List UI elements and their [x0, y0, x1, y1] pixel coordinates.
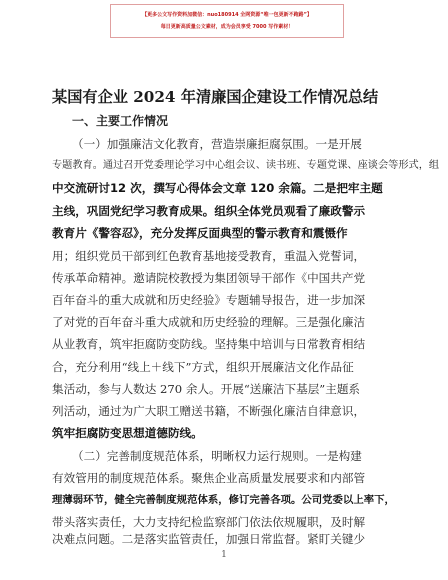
paragraph-line: 理薄弱环节，健全完善制度规范体系，修订完善各项。公司党委以上率下， [52, 494, 395, 506]
promo-banner [110, 4, 344, 38]
paragraph-line: （一）加强廉洁文化教育，营造崇廉拒腐氛围。一是开展 [72, 137, 362, 151]
paragraph-line: 用；组织党员干部到红色教育基地接受教育，重温入党誓词， [52, 249, 366, 263]
paragraph-line: 专题教育。通过召开党委理论学习中心组会议、读书班、专题党课、座谈会等形式，组 [52, 160, 440, 171]
page-number: 1 [221, 550, 227, 560]
paragraph-line: 了对党的百年奋斗重大成就和历史经验的理解。三是强化廉洁 [52, 315, 366, 329]
paragraph-line: 合，充分利用“线上＋线下”方式，组织开展廉洁文化作品征 [52, 360, 354, 374]
paragraph-line: 列活动，通过为广大职工赠送书籍，不断强化廉洁自律意识， [52, 404, 366, 418]
paragraph-line: 带头落实责任，大力支持纪检监察部门依法依规履职，及时解 [52, 515, 366, 529]
banner-line-2: 每日更新高质量公文素材，成为会员享受 7000 写作素材！ [160, 24, 294, 30]
section-heading: 一、主要工作情况 [72, 114, 169, 128]
paragraph-line: （二）完善制度规范体系，明晰权力运行规则。一是构建 [72, 449, 362, 463]
paragraph-line: 有效管用的制度规范体系。聚焦企业高质量发展要求和内部管 [52, 471, 366, 485]
paragraph-line: 百年奋斗的重大成就和历史经验》专题辅导报告，进一步加深 [52, 293, 366, 307]
banner-line-1: 【更多公文写作资料加微信：nuo180914 全网资源“唯一包更新不跑路”】 [142, 12, 312, 18]
paragraph-line: 筑牢拒腐防变思想道德防线。 [52, 426, 203, 440]
paragraph-line: 从业教育，筑牢拒腐防变防线。坚持集中培训与日常教育相结 [52, 337, 366, 351]
paragraph-line: 主线，巩固党纪学习教育成果。组织全体党员观看了廉政警示 [52, 204, 366, 218]
paragraph-line: 教育片《警容忍》，充分发挥反面典型的警示教育和震慑作 [52, 226, 348, 240]
paragraph-line: 中交流研讨12 次，撰写心得体会文章 120 余篇。二是把牢主题 [52, 181, 383, 195]
paragraph-line: 传承革命精神。邀请院校教授为集团领导干部作《中国共产党 [52, 271, 366, 285]
document-title: 某国有企业 2024 年清廉国企建设工作情况总结 [52, 88, 379, 106]
paragraph-line: 集活动，参与人数达 270 余人。开展“送廉洁下基层”主题系 [52, 382, 361, 396]
paragraph-line: 决难点问题。二是落实监管责任，加强日常监督。紧盯关键少 [52, 532, 366, 546]
